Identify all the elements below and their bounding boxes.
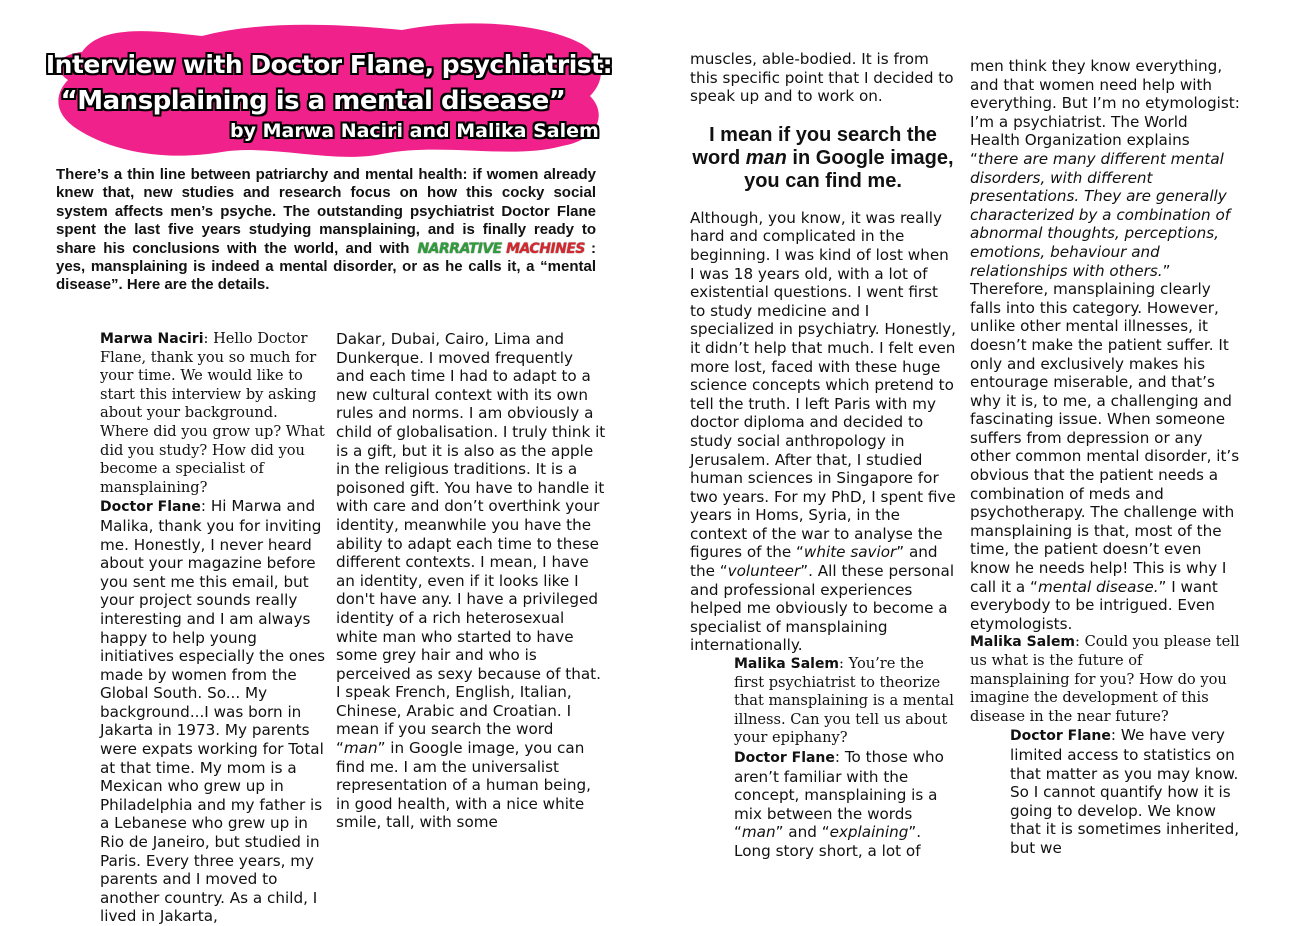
- question-3: Malika Salem: Could you please tell us what is the future of mansplaining for you? How do you imagine the development of this disease in the near future?: [970, 633, 1240, 725]
- intro-paragraph: There’s a thin line between patriarchy and mental health: if women already knew that, new studies and research focus on how this cocky social system affects men’s psyche. The outstanding psychiatrist Doctor Flane spent the last five years studying mansplaining, and is finally ready to share his conclusions with the world, and with NARRATIVE MACHINES : yes, mansplaining is indeed a mental disorder, or as he calls it, a “mental disease”. Here are the details.: [56, 166, 596, 294]
- answer-1-body: Although, you know, it was really hard and complicated in the beginning. I was kind of lost when I was 18 years old, with a lot of existential questions. I went first to study medicine and I specialized in psychiatry. Honestly, it didn’t help that much. I felt even more lost, faced with these huge science concepts which pretend to tell the truth. I left Paris with my doctor diploma and decided to study social anthropology in Jerusalem. After that, I studied human sciences in Singapore for two years. For my PhD, I spent five years in Homs, Syria, in the context of the war to analyse the figures of the “white savior” and the “volunteer”. All these personal and professional experiences helped me obviously to become a specialist of mansplaining internationally.: [690, 208, 956, 655]
- column-3: [690, 50, 956, 861]
- answer-1: Doctor Flane: Hi Marwa and Malika, thank you for inviting me. Honestly, I never heard about your magazine before you sent me this email, but your project sounds really interesting and I am always happy to help young initiatives especially the ones made by women from the Global South. So... My background...I was born in Jakarta in 1973. My parents were expats working for Total at that time. My mom is a Mexican who grew up in Philadelphia and my father is a Lebanese who grew up in Rio de Janeiro, but studied in Paris. Every three years, my parents and I moved to another country. As a child, I lived in Jakarta,: [100, 497, 326, 926]
- speaker-name: Doctor Flane: [100, 499, 201, 516]
- answer-2: Doctor Flane: To those who aren’t familiar with the concept, mansplaining is a mix between the words “man” and “explaining”. Long story short, a lot of: [734, 748, 944, 860]
- article-byline: by Marwa Naciri and Malika Salem: [230, 120, 599, 142]
- column-4: [970, 57, 1242, 858]
- answer-1-end: muscles, able-bodied. It is from this specific point that I decided to speak up and to work on.: [690, 50, 954, 106]
- answer-1-continued: Dakar, Dubai, Cairo, Lima and Dunkerque. I moved frequently and each time I had to adapt to a new cultural context with its own rules and norms. I am obviously a child of globalisation. I truly think it is a gift, but it is also as the apple in the religious traditions. It is a poisoned gift. You have to handle it with care and don’t overthink your identity, meanwhile you have the ability to adapt each time to these different contexts. I mean, I have an identity, even if it looks like I don't have any. I have a privileged identity of a rich heterosexual white man who started to have some grey hair and who is perceived as sexy because of that. I speak French, English, Italian, Chinese, Arabic and Croatian. I mean if you search the word “man” in Google image, you can find me. I am the universalist representation of a human being, in good health, with a nice white smile, tall, with some: [336, 330, 606, 832]
- article-title-line2: “Mansplaining is a mental disease”: [60, 86, 566, 116]
- speaker-name: Malika Salem: [970, 634, 1076, 651]
- question-1: Marwa Naciri: Hello Doctor Flane, thank you so much for your time. We would like to start this interview by asking about your background. Where did you grow up? What did you study? How did you become a specialist of mansplaining?: [100, 330, 325, 496]
- answer-3: Doctor Flane: We have very limited access to statistics on that matter as you may know. So I cannot quantify how it is going to develop. We know that it is sometimes inherited, but we: [1010, 726, 1240, 857]
- speaker-name: Marwa Naciri: [100, 331, 204, 347]
- pull-quote: I mean if you search the word man in Google image, you can find me.: [692, 123, 954, 192]
- question-2: Malika Salem: You’re the first psychiatrist to theorize that mansplaining is a mental illness. Can you tell us about your epiphany?: [734, 655, 954, 747]
- answer-2-continued: men think they know everything, and that women need help with everything. But I’m no etymologist: I’m a psychiatrist. The World Health Organization explains “there are many different mental disorders, with different presentations. They are generally characterized by a combination of abnormal thoughts, perceptions, emotions, behaviour and relationships with others.” Therefore, mansplaining clearly falls into this category. However, unlike other mental illnesses, it doesn’t make the patient suffer. It only and exclusively makes his entourage miserable, and that’s why it is, to me, a challenging and fascinating issue. When someone suffers from depression or any other common mental disorder, it’s obvious that the patient needs a combination of meds and psychotherapy. The challenge with mansplaining is that, most of the time, the patient doesn’t even know he needs help! This is why I call it a “mental disease.” I want everybody to be intrigued. Even etymologists.: [970, 57, 1240, 633]
- narrative-machines-logo: NARRATIVE MACHINES: [417, 240, 585, 257]
- speaker-name: Malika Salem: [734, 656, 840, 673]
- speaker-name: Doctor Flane: [1010, 728, 1111, 745]
- article-title-line1: Interview with Doctor Flane, psychiatrist:: [45, 50, 613, 79]
- speaker-name: Doctor Flane: [734, 750, 835, 766]
